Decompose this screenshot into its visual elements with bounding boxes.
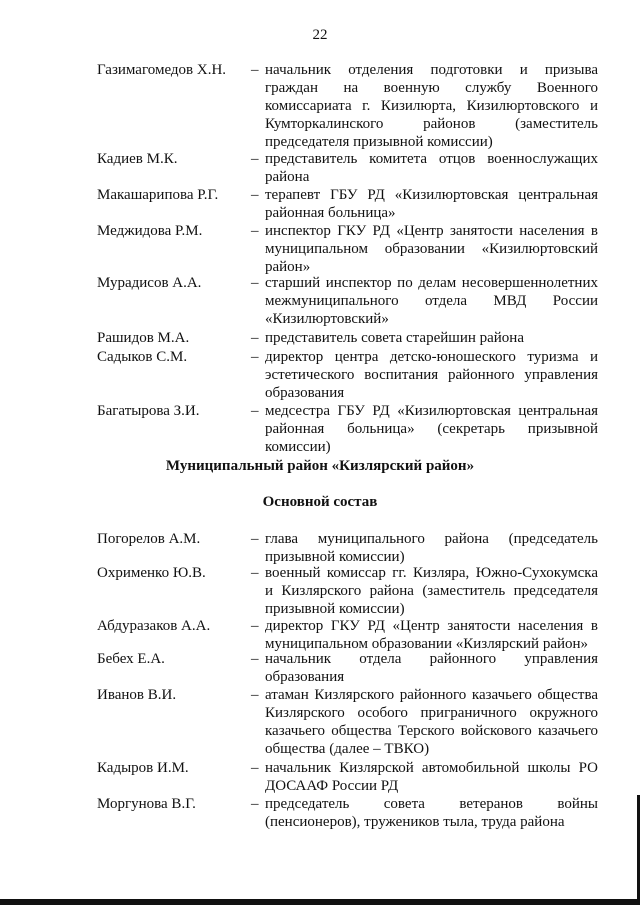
member-name: Охрименко Ю.В. xyxy=(97,565,206,581)
list-item xyxy=(0,650,640,686)
dash: – xyxy=(251,618,259,634)
dash: – xyxy=(251,275,259,291)
member-duty: терапевт ГБУ РД «Кизилюртовская центральная районная больница» xyxy=(265,187,598,221)
list-item xyxy=(0,186,640,222)
list-item xyxy=(0,795,640,831)
member-name: Багатырова З.И. xyxy=(97,403,200,419)
list-item xyxy=(0,759,640,795)
member-name: Иванов В.И. xyxy=(97,687,177,703)
dash: – xyxy=(251,151,259,167)
member-name: Макашарипова Р.Г. xyxy=(97,187,219,203)
dash: – xyxy=(251,796,259,812)
dash: – xyxy=(251,349,259,365)
member-duty: представитель комитета отцов военнослужащих района xyxy=(265,151,598,185)
member-name: Погорелов А.М. xyxy=(97,531,201,547)
dash: – xyxy=(251,565,259,581)
dash: – xyxy=(251,62,259,78)
composition-heading: Основной состав xyxy=(262,494,378,510)
dash: – xyxy=(251,223,259,239)
member-name: Рашидов М.А. xyxy=(97,330,190,346)
member-duty: директор центра детско-юношеского туризма и эстетического воспитания районного управления образования xyxy=(265,349,598,401)
member-duty: инспектор ГКУ РД «Центр занятости населения в муниципальном образовании «Кизилюртовский район» xyxy=(265,223,598,275)
member-duty: атаман Кизлярского районного казачьего общества Кизлярского особого приграничного окружного казачьего общества Терского войскового казачьего общества (далее – ТВКО) xyxy=(265,687,598,757)
member-duty: начальник отделения подготовки и призыва граждан на военную службу Военного комиссариата г. Кизилюрта, Кизилюртовского и Кумторкалинского районов (заместитель председателя призывной комиссии) xyxy=(265,62,598,150)
list-item xyxy=(0,274,640,329)
list-item xyxy=(0,222,640,274)
member-name: Кадыров И.М. xyxy=(97,760,189,776)
list-item xyxy=(0,150,640,186)
member-list-kizilyurt xyxy=(0,61,640,456)
dash: – xyxy=(251,687,259,703)
member-name: Меджидова Р.М. xyxy=(97,223,203,239)
list-item xyxy=(0,530,640,564)
member-duty: начальник отдела районного управления образования xyxy=(265,651,598,685)
district-heading: Муниципальный район «Кизлярский район» xyxy=(165,458,475,474)
scan-edge-bottom xyxy=(0,899,640,905)
list-item xyxy=(0,402,640,456)
list-item xyxy=(0,686,640,759)
member-duty: директор ГКУ РД «Центр занятости населения в муниципальном образовании «Кизлярский район» xyxy=(265,618,598,652)
list-item xyxy=(0,564,640,617)
member-name: Мурадисов А.А. xyxy=(97,275,202,291)
member-duty: председатель совета ветеранов войны (пенсионеров), тружеников тыла, труда района xyxy=(265,796,598,830)
member-duty: медсестра ГБУ РД «Кизилюртовская центральная районная больница» (секретарь призывной комиссии) xyxy=(265,403,598,455)
member-name: Газимагомедов Х.Н. xyxy=(97,62,227,78)
list-item xyxy=(0,329,640,348)
member-name: Бебех Е.А. xyxy=(97,651,165,667)
member-list-kizlyar xyxy=(0,530,640,831)
member-name: Абдуразаков А.А. xyxy=(97,618,211,634)
member-duty: представитель совета старейшин района xyxy=(265,330,524,346)
page-number: 22 xyxy=(312,27,328,43)
list-item xyxy=(0,617,640,650)
list-item xyxy=(0,61,640,150)
list-item xyxy=(0,348,640,402)
member-duty: начальник Кизлярской автомобильной школы РО ДОСААФ России РД xyxy=(265,760,598,794)
dash: – xyxy=(251,760,259,776)
dash: – xyxy=(251,531,259,547)
dash: – xyxy=(251,330,259,346)
member-duty: старший инспектор по делам несовершеннолетних межмуниципального отдела МВД России «Кизилюртовский» xyxy=(265,275,598,327)
member-duty: глава муниципального района (председатель призывной комиссии) xyxy=(265,531,598,565)
dash: – xyxy=(251,403,259,419)
member-name: Кадиев М.К. xyxy=(97,151,178,167)
member-name: Моргунова В.Г. xyxy=(97,796,196,812)
member-duty: военный комиссар гг. Кизляра, Южно-Сухокумска и Кизлярского района (заместитель председателя призывной комиссии) xyxy=(265,565,598,617)
dash: – xyxy=(251,651,259,667)
dash: – xyxy=(251,187,259,203)
member-name: Садыков С.М. xyxy=(97,349,188,365)
